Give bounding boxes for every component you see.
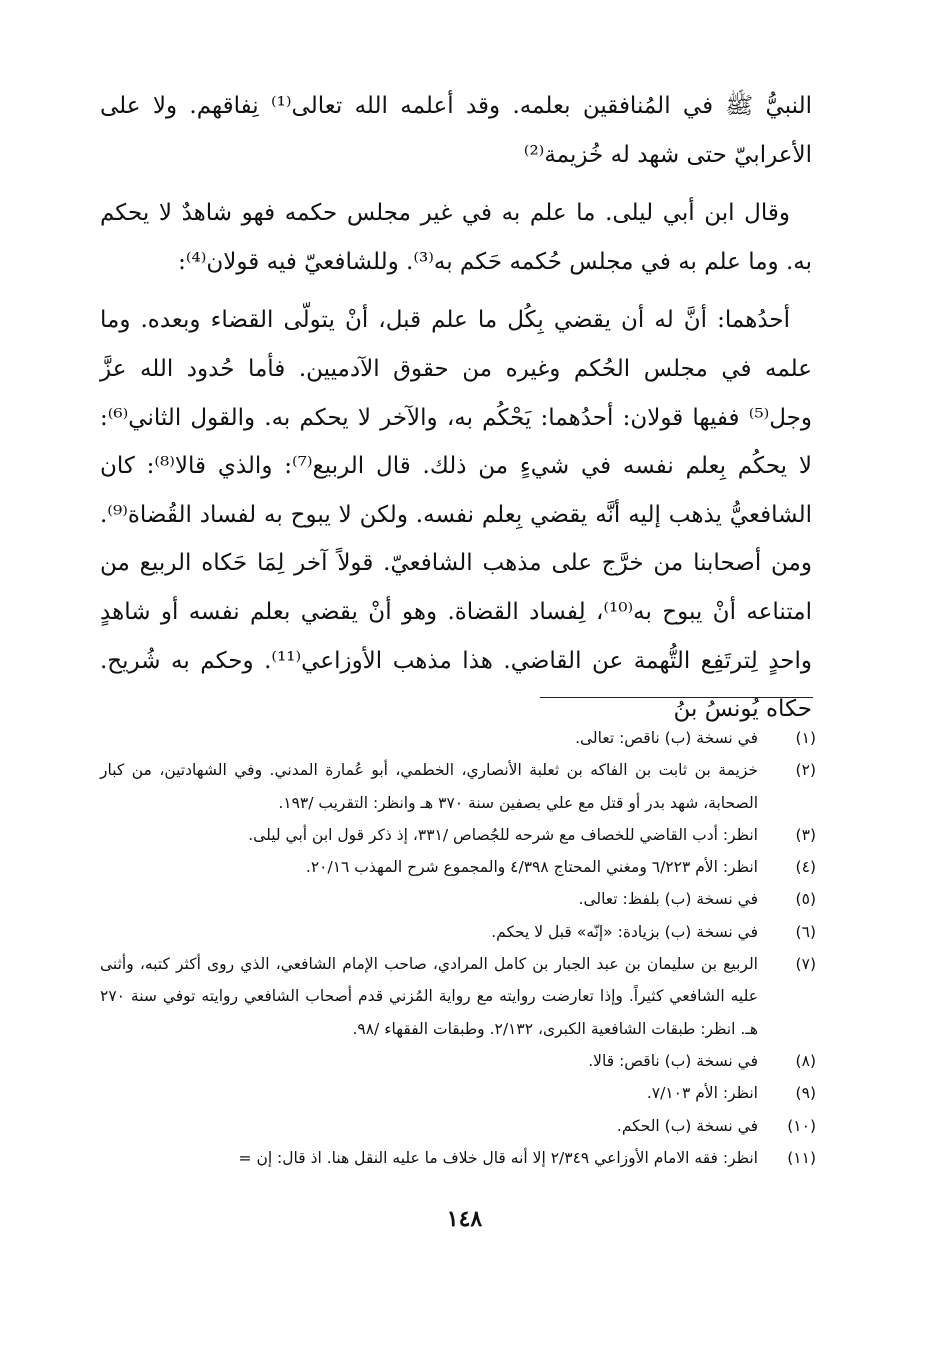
footnote-text: انظر: فقه الامام الأوزاعي ٢/٣٤٩ إلا أنه قال خلاف ما عليه النقل هنا. اذ قال: إن = [238, 1148, 758, 1167]
footnote-8 [100, 1045, 816, 1077]
footnote-number: (٦) [795, 922, 816, 941]
footnote-divider [540, 697, 813, 698]
footnote-text: خزيمة بن ثابت بن الفاكه بن ثعلبة الأنصاري، الخطمي، أبو عُمارة المدني. وفي الشهادتين، من كبار الصحابة، شهد بدر أو قتل مع علي بصفين سنة ٣٧٠ هـ وانظر: التقريب /١٩٣. [100, 761, 758, 812]
footnote-number: (١٠) [787, 1116, 816, 1135]
paragraph-3: أحدُهما: أنَّ له أن يقضي بِكُل ما علم قبل، أنْ يتولّى القضاء وبعده. وما علمه في مجلس الحُكم وغيره من حقوق الآدميين. فأما حُدود الله عزَّ وجل⁽⁵⁾ ففيها قولان: أحدُهما: يَحْكُم به، والآخر لا يحكم به. والقول الثاني⁽⁶⁾: لا يحكُم بِعلم نفسه في شيءٍ من ذلك. قال الربيع⁽⁷⁾: والذي قالا⁽⁸⁾: كان الشافعيُّ يذهب إليه أنَّه يقضي بِعلم نفسه. ولكن لا يبوح به لفساد القُضاة⁽⁹⁾. ومن أصحابنا من خرَّج على مذهب الشافعيّ. قولاً آخر لِمَا حَكاه الربيع من امتناعه أنْ يبوح به⁽¹⁰⁾، لِفساد القضاة. وهو أنْ يقضي بعلم نفسه أو شاهدٍ واحدٍ لِترتَفِع التُّهمة عن القاضي. هذا مذهب الأوزاعي⁽¹¹⁾. وحكم به شُريح. حكاه يُونسُ بنُ [100, 307, 812, 723]
footnote-3 [100, 819, 816, 851]
footnote-1 [100, 722, 816, 754]
footnote-text: في نسخة (ب) ناقص: تعالى. [575, 729, 758, 747]
paragraph-2: وقال ابن أبي ليلى. ما علم به في غير مجلس حكمه فهو شاهدٌ لا يحكم به. وما علم به في مجلس حُكمه حَكم به⁽³⁾. وللشافعيّ فيه قولان⁽⁴⁾: [100, 200, 812, 275]
footnote-text: في نسخة (ب) ناقص: قالا. [588, 1051, 758, 1070]
footnote-text: الربيع بن سليمان بن عبد الجبار بن كامل المرادي، صاحب الإمام الشافعي، الذي روى أكثر كتبه، وأثنى عليه الشافعي كثيراً. وإذا تعارضت روايته مع رواية المُزني قدم أصحاب الشافعي روايته توفي سنة ٢٧٠ هـ. انظر: طبقات الشافعية الكبرى، ٢/١٣٢. وطبقات الفقهاء /٩٨. [100, 955, 758, 1038]
main-text [100, 82, 812, 734]
footnote-number: (٧) [795, 955, 816, 974]
footnote-number: (٤) [795, 858, 816, 877]
footnote-2 [100, 754, 816, 819]
footnote-number: (٣) [795, 825, 816, 844]
footnote-number: (٨) [795, 1051, 816, 1070]
footnote-number: (٥) [795, 890, 816, 909]
footnote-text: انظر: الأم ٦/٢٢٣ ومغني المحتاج ٤/٣٩٨ والمجموع شرح المهذب ٢٠/١٦. [305, 858, 758, 877]
footnote-4 [100, 851, 816, 883]
footnote-9 [100, 1077, 816, 1109]
footnote-text: انظر: أدب القاضي للخصاف مع شرحه للجُصاص /٣٣١، إذ ذكر قول ابن أبي ليلى. [248, 825, 758, 844]
footnote-number: (٢) [795, 761, 816, 780]
footnote-number: (٩) [795, 1084, 816, 1103]
footnote-text: في نسخة (ب) بزيادة: «إنّه» قبل لا يحكم. [491, 922, 758, 941]
paragraph-1: النبيُّ ﷺ في المُنافقين بعلمه. وقد أعلمه الله تعالى⁽¹⁾ نِفاقهم. ولا على الأعرابيّ حتى شهد له خُزيمة⁽²⁾ [100, 93, 812, 168]
footnote-10 [100, 1110, 816, 1142]
footnote-5 [100, 883, 816, 915]
footnote-text: في نسخة (ب) الحكم. [616, 1116, 758, 1135]
footnote-number: (١) [795, 729, 816, 747]
page-number: ١٤٨ [446, 1206, 483, 1232]
footnote-7 [100, 948, 816, 1045]
footnote-number: (١١) [787, 1148, 816, 1167]
footnote-6 [100, 916, 816, 948]
footnotes [100, 722, 816, 1174]
footnote-text: انظر: الأم ٧/١٠٣. [646, 1084, 758, 1103]
footnote-11 [100, 1142, 816, 1174]
footnote-text: في نسخة (ب) بلفظ: تعالى. [578, 890, 758, 909]
